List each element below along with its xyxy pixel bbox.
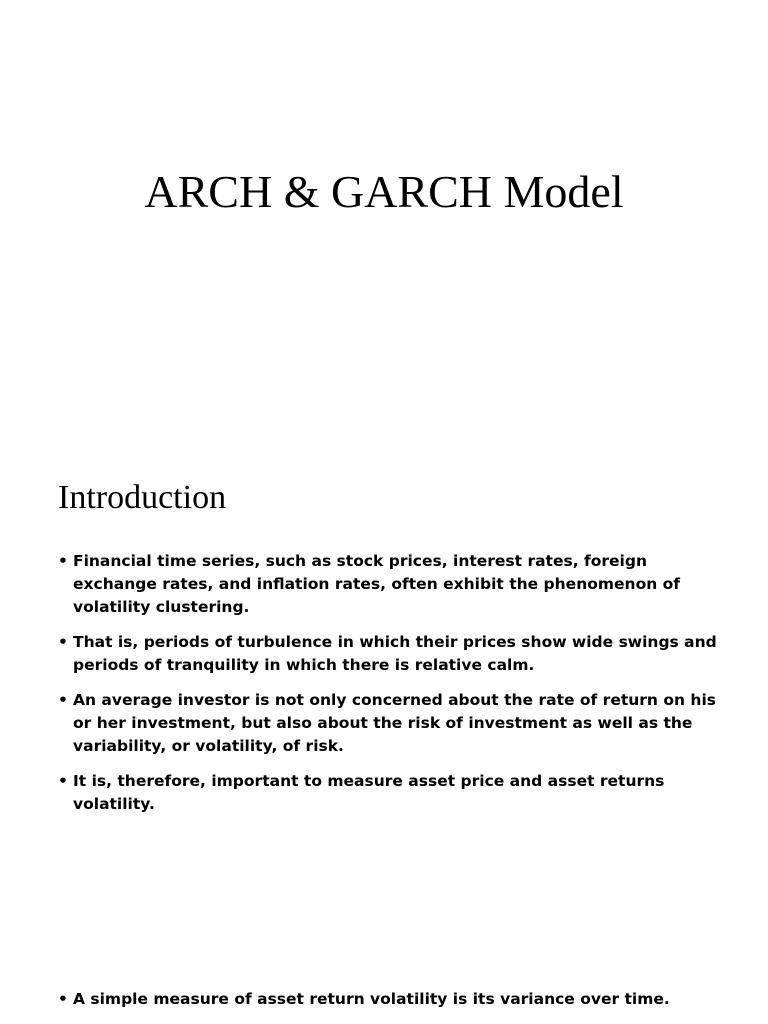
variance-slide	[0, 864, 768, 1024]
bullet-text: It is, therefore, important to measure asset price and asset returns volatility.	[73, 772, 665, 813]
bullet-text: That is, periods of turbulence in which their prices show wide swings and periods of tranquility in which there is relative calm.	[73, 633, 717, 674]
bullet-text: An average investor is not only concerned about the rate of return on his or her investment, but also about the risk of investment as well as the variability, or volatility, of risk.	[73, 691, 717, 755]
bullet-icon: •	[58, 772, 68, 790]
bullet-icon: •	[58, 990, 68, 1008]
slide-title: ARCH & GARCH Model	[144, 166, 624, 217]
bullet-icon: •	[58, 552, 68, 570]
slide-heading: Introduction	[58, 479, 227, 516]
introduction-slide	[0, 432, 768, 864]
bullet-text: Financial time series, such as stock prices, interest rates, foreign exchange rates, and inflation rates, often exhibit the phenomenon of volatility clustering.	[73, 552, 681, 616]
bullet-icon: •	[58, 691, 68, 709]
bullet-list	[58, 550, 718, 828]
bullet-item	[58, 631, 718, 677]
bullet-item	[58, 988, 718, 1011]
bullet-list	[58, 988, 718, 1023]
bullet-item	[58, 689, 718, 758]
bullet-item	[58, 550, 718, 619]
bullet-item	[58, 770, 718, 816]
bullet-text: A simple measure of asset return volatility is its variance over time.	[73, 990, 670, 1008]
title-slide	[0, 0, 768, 432]
bullet-icon: •	[58, 633, 68, 651]
